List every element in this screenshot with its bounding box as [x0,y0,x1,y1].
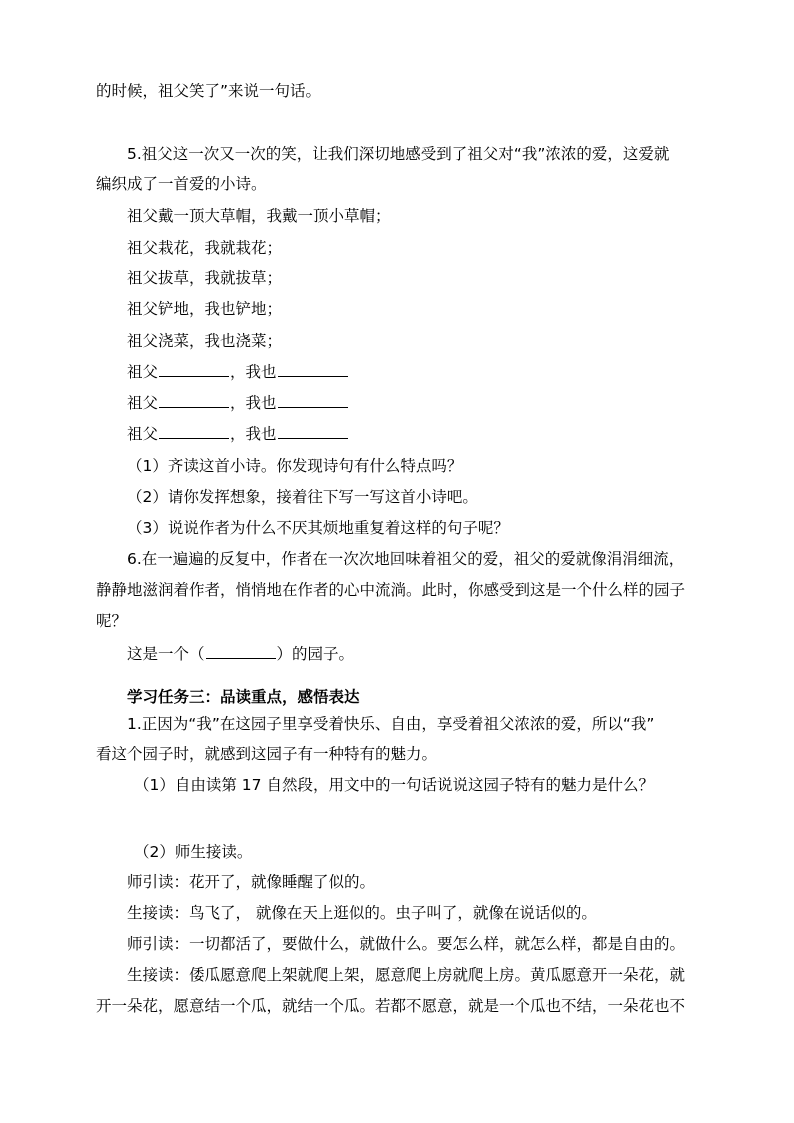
fill-text: 这是一个（ [127,645,205,663]
blank-field[interactable] [206,644,276,659]
poem-line: 祖父栽花，我就栽花； [127,239,283,257]
fill-text: 祖父 [127,363,159,381]
blank-field[interactable] [278,393,348,408]
question: （3）说说作者为什么不厌其烦地重复着这样的句子呢？ [127,519,509,537]
question: （1）齐读这首小诗。你发现诗句有什么特点吗？ [127,457,463,475]
poem-fill-line [127,393,349,413]
reading-line: 开一朵花，愿意结一个瓜，就结一个瓜。若都不愿意，就是一个瓜也不结，一朵花也不 [96,997,686,1015]
fill-text: ，我也 [230,425,277,443]
poem-line: 祖父铲地，我也铲地； [127,300,283,318]
text-line: 1.正因为“我”在这园子里享受着快乐、自由，享受着祖父浓浓的爱，所以“我” [127,715,655,733]
blank-field[interactable] [159,362,229,377]
poem-line: 祖父戴一顶大草帽，我戴一顶小草帽； [127,207,391,225]
reading-line: 师引读：花开了，就像睡醒了似的。 [127,873,376,891]
question: （1）自由读第 17 自然段，用文中的一句话说说这园子特有的魅力是什么？ [134,776,654,794]
fill-line [127,644,354,664]
fill-text: ，我也 [230,394,277,412]
poem-line: 祖父拔草，我就拔草； [127,269,283,287]
blank-field[interactable] [278,424,348,439]
text-line: 的时候，祖父笑了”来说一句话。 [96,82,322,100]
poem-fill-line [127,362,349,382]
blank-field[interactable] [278,362,348,377]
question: （2）师生接读。 [134,843,253,861]
reading-line: 生接读：鸟飞了， 就像在天上逛似的。虫子叫了，就像在说话似的。 [127,904,597,922]
section-heading: 学习任务三：品读重点，感悟表达 [127,688,360,706]
poem-line: 祖父浇菜，我也浇菜； [127,332,283,350]
reading-line: 生接读：倭瓜愿意爬上架就爬上架，愿意爬上房就爬上房。黄瓜愿意开一朵花，就 [127,966,686,984]
text-line: 看这个园子时，就感到这园子有一种特有的魅力。 [96,745,438,763]
blank-field[interactable] [159,424,229,439]
text-line: 静静地滋润着作者，悄悄地在作者的心中流淌。此时，你感受到这是一个什么样的园子 [96,581,686,599]
fill-text: 祖父 [127,425,159,443]
blank-field[interactable] [159,393,229,408]
question: （2）请你发挥想象，接着往下写一写这首小诗吧。 [127,488,478,506]
fill-text: ，我也 [230,363,277,381]
text-line: 6.在一遍遍的反复中，作者在一次次地回味着祖父的爱，祖父的爱就像涓涓细流， [127,550,685,568]
text-line: 呢？ [96,612,128,630]
reading-line: 师引读：一切都活了，要做什么，就做什么。要怎么样，就怎么样，都是自由的。 [127,935,686,953]
poem-fill-line [127,424,349,444]
fill-text: ）的园子。 [276,645,355,663]
text-line: 编织成了一首爱的小诗。 [96,175,267,193]
text-line: 5.祖父这一次又一次的笑，让我们深切地感受到了祖父对“我”浓浓的爱，这爱就 [127,145,670,163]
fill-text: 祖父 [127,394,159,412]
